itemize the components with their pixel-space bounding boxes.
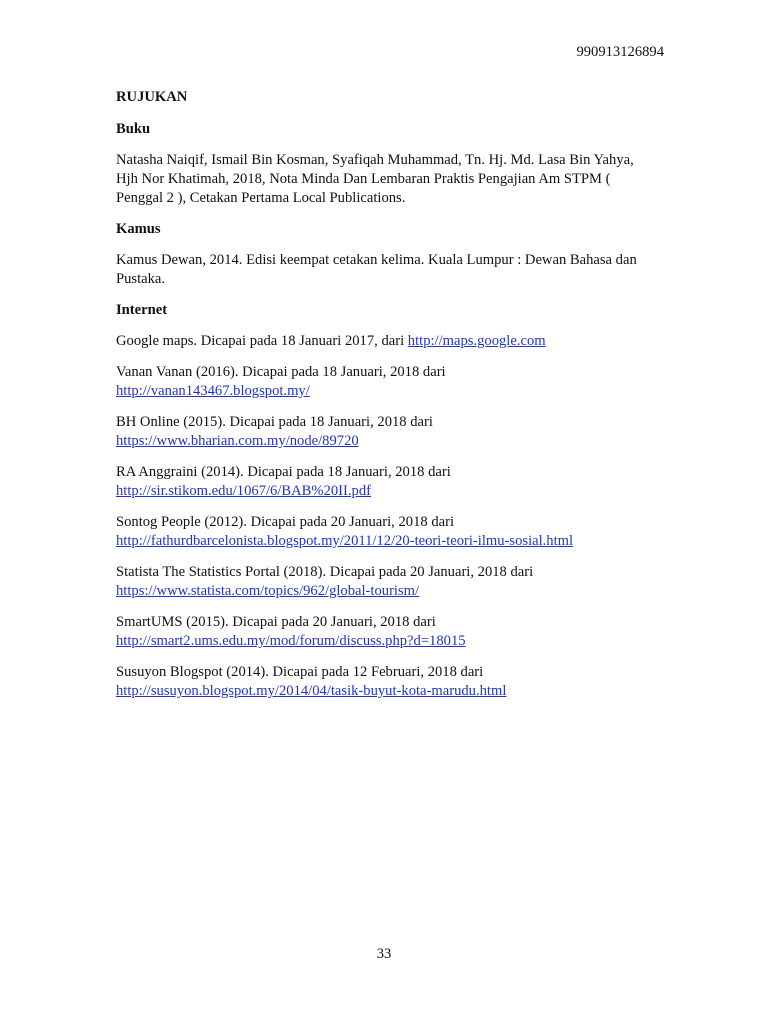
reference-link[interactable]: http://susuyon.blogspot.my/2014/04/tasik-buyut-kota-marudu.html [116,683,507,699]
internet-reference [116,332,656,351]
internet-reference [116,413,656,451]
references-content [116,88,656,713]
internet-reference [116,363,656,401]
kamus-reference: Kamus Dewan, 2014. Edisi keempat cetakan kelima. Kuala Lumpur : Dewan Bahasa dan Pustaka. [116,252,637,287]
reference-link[interactable]: http://fathurdbarcelonista.blogspot.my/2011/12/20-teori-teori-ilmu-sosial.html [116,533,574,549]
reference-text: Sontog People (2012). Dicapai pada 20 Januari, 2018 dari [116,514,455,530]
reference-text: Susuyon Blogspot (2014). Dicapai pada 12 Februari, 2018 dari [116,664,484,680]
reference-text: Vanan Vanan (2016). Dicapai pada 18 Januari, 2018 dari [116,364,446,380]
reference-link[interactable]: http://sir.stikom.edu/1067/6/BAB%20II.pdf [116,483,371,499]
reference-link[interactable]: http://vanan143467.blogspot.my/ [116,383,310,399]
internet-reference [116,563,656,601]
reference-text: RA Anggraini (2014). Dicapai pada 18 Januari, 2018 dari [116,464,451,480]
reference-link[interactable]: https://www.statista.com/topics/962/global-tourism/ [116,583,420,599]
reference-text: Statista The Statistics Portal (2018). Dicapai pada 20 Januari, 2018 dari [116,564,534,580]
reference-link[interactable]: https://www.bharian.com.my/node/89720 [116,433,359,449]
reference-link[interactable]: http://smart2.ums.edu.my/mod/forum/discuss.php?d=18015 [116,633,466,649]
internet-reference [116,613,656,651]
page-number: 33 [376,946,392,962]
reference-text: SmartUMS (2015). Dicapai pada 20 Januari, 2018 dari [116,614,436,630]
internet-reference [116,663,656,701]
reference-link[interactable]: http://maps.google.com [407,333,546,349]
section-heading-kamus: Kamus [116,221,161,237]
reference-text: Google maps. Dicapai pada 18 Januari 2017, dari [116,333,408,349]
section-heading-buku: Buku [116,121,151,137]
document-number: 990913126894 [576,44,664,60]
internet-reference [116,513,656,551]
reference-text: BH Online (2015). Dicapai pada 18 Januari, 2018 dari [116,414,433,430]
buku-reference: Natasha Naiqif, Ismail Bin Kosman, Syafiqah Muhammad, Tn. Hj. Md. Lasa Bin Yahya, Hjh Nor Khatimah, 2018, Nota Minda Dan Lembaran Praktis Pengajian Am STPM ( Penggal 2 ), Cetakan Pertama Local Publications. [116,152,634,206]
page-title: RUJUKAN [116,89,188,105]
internet-reference [116,463,656,501]
section-heading-internet: Internet [116,302,168,318]
